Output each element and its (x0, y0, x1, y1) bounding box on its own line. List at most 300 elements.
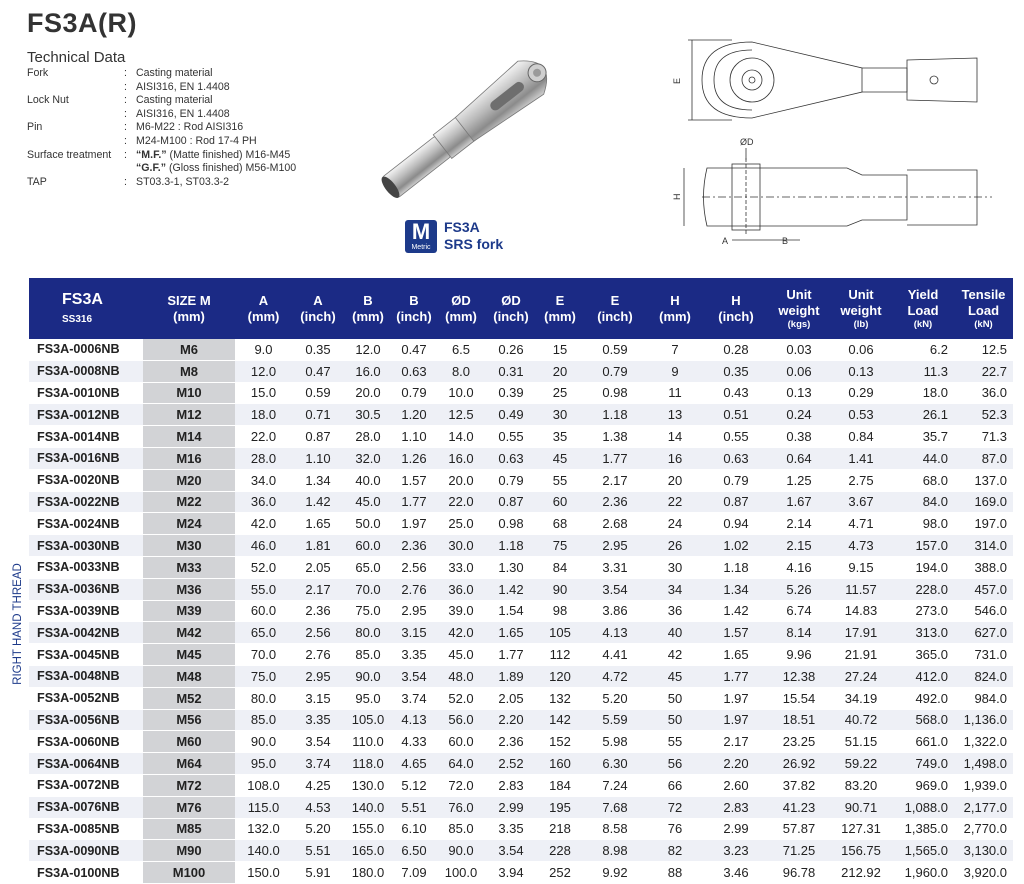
table-cell: 273.0 (892, 600, 954, 622)
table-cell: 34.0 (235, 469, 292, 491)
column-header-title: ØD (501, 292, 521, 308)
table-cell: 3.54 (292, 731, 344, 753)
table-cell: 34 (646, 578, 704, 600)
column-header-unit: (kN) (913, 318, 933, 330)
table-cell: 0.28 (704, 339, 768, 360)
column-header-unit: (inch) (718, 308, 754, 324)
technical-data-text: M6-M22 : Rod AISI316 (136, 121, 244, 134)
table-cell: 5.20 (292, 818, 344, 840)
table-cell: 2,177.0 (954, 796, 1013, 818)
table-cell: 16.0 (436, 447, 486, 469)
column-header (536, 278, 584, 339)
table-cell: 194.0 (892, 556, 954, 578)
table-cell: 7 (646, 339, 704, 360)
table-row (29, 622, 1013, 644)
table-cell: 457.0 (954, 578, 1013, 600)
table-cell: 5.12 (392, 774, 436, 796)
table-cell: 1.77 (392, 491, 436, 513)
table-cell: 8.14 (768, 622, 830, 644)
part-number-cell: FS3A-0056NB (29, 709, 143, 731)
table-cell: 1.77 (584, 447, 646, 469)
size-cell: M56 (143, 709, 235, 731)
technical-data-label: Fork (27, 67, 49, 79)
table-cell: 137.0 (954, 469, 1013, 491)
table-body (29, 339, 1013, 883)
table-cell: 0.87 (486, 491, 536, 513)
table-cell: 26.92 (768, 753, 830, 775)
size-cell: M76 (143, 796, 235, 818)
technical-data-colon: : (124, 148, 127, 161)
table-cell: 3.15 (392, 622, 436, 644)
table-cell: 80.0 (344, 622, 392, 644)
table-cell: 824.0 (954, 665, 1013, 687)
table-cell: 0.47 (292, 360, 344, 382)
table-cell: 76.0 (436, 796, 486, 818)
technical-data-label: Pin (27, 121, 43, 134)
technical-data-row (27, 67, 296, 81)
table-cell: 0.79 (486, 469, 536, 491)
part-number-cell: FS3A-0090NB (29, 840, 143, 862)
column-header-title: Unit weight (840, 286, 882, 318)
table-cell: 85.0 (235, 709, 292, 731)
table-row (29, 404, 1013, 426)
table-cell: 33.0 (436, 556, 486, 578)
table-cell: 1,960.0 (892, 862, 954, 884)
table-cell: 180.0 (344, 862, 392, 884)
table-cell: 3.46 (704, 862, 768, 884)
table-cell: 64.0 (436, 753, 486, 775)
technical-data-text: M24-M100 : Rod 17-4 PH (136, 134, 257, 147)
table-cell: 0.31 (486, 360, 536, 382)
table-row (29, 665, 1013, 687)
table-cell: 12.38 (768, 665, 830, 687)
table-cell: 36.0 (235, 491, 292, 513)
table-cell: 1.10 (392, 426, 436, 448)
table-cell: 28.0 (344, 426, 392, 448)
table-cell: 98 (536, 600, 584, 622)
table-cell: 0.98 (486, 513, 536, 535)
column-header-title: E (555, 292, 565, 308)
table-cell: 4.73 (830, 535, 892, 557)
table-row (29, 600, 1013, 622)
table-cell: 1.57 (392, 469, 436, 491)
column-header-title: H (670, 292, 680, 308)
table-cell: 25.0 (436, 513, 486, 535)
table-cell: 6.2 (892, 339, 954, 360)
table-cell: 36.0 (954, 382, 1013, 404)
table-cell: 71.3 (954, 426, 1013, 448)
technical-data-value (136, 67, 213, 81)
specification-table (29, 278, 1013, 884)
table-cell: 3.74 (392, 687, 436, 709)
part-number-cell: FS3A-0042NB (29, 622, 143, 644)
finish-code: “M.F.” (136, 148, 167, 161)
table-cell: 112 (536, 644, 584, 666)
technical-data-row (27, 94, 296, 108)
table-cell: 72.0 (436, 774, 486, 796)
table-cell: 3.35 (392, 644, 436, 666)
table-cell: 4.53 (292, 796, 344, 818)
table-cell: 18.0 (235, 404, 292, 426)
table-cell: 22.7 (954, 360, 1013, 382)
table-cell: 127.31 (830, 818, 892, 840)
table-cell: 1.34 (292, 469, 344, 491)
table-cell: 75 (536, 535, 584, 557)
drawing-label-h: H (672, 193, 682, 200)
table-cell: 82 (646, 840, 704, 862)
table-cell: 14.0 (436, 426, 486, 448)
table-cell: 60.0 (436, 731, 486, 753)
table-cell: 90.0 (235, 731, 292, 753)
table-cell: 2.05 (486, 687, 536, 709)
table-cell: 184 (536, 774, 584, 796)
table-cell: 8.98 (584, 840, 646, 862)
size-cell: M72 (143, 774, 235, 796)
table-cell: 9.96 (768, 644, 830, 666)
table-cell: 28.0 (235, 447, 292, 469)
technical-data-row (27, 108, 296, 122)
table-cell: 2.99 (486, 796, 536, 818)
size-cell: M60 (143, 731, 235, 753)
part-number-cell: FS3A-0033NB (29, 556, 143, 578)
technical-data-label (27, 135, 124, 149)
table-cell: 5.91 (292, 862, 344, 884)
table-cell: 6.30 (584, 753, 646, 775)
table-cell: 15 (536, 339, 584, 360)
table-cell: 0.63 (704, 447, 768, 469)
size-cell: M6 (143, 339, 235, 360)
table-row (29, 469, 1013, 491)
table-cell: 36.0 (436, 578, 486, 600)
table-cell: 30.0 (436, 535, 486, 557)
table-cell: 45 (536, 447, 584, 469)
technical-data-label (27, 162, 124, 176)
table-cell: 0.79 (584, 360, 646, 382)
table-cell: 51.15 (830, 731, 892, 753)
table-cell: 4.16 (768, 556, 830, 578)
column-header (584, 278, 646, 339)
table-cell: 20.0 (344, 382, 392, 404)
column-header (954, 278, 1013, 339)
table-cell: 9.92 (584, 862, 646, 884)
table-cell: 90.0 (344, 665, 392, 687)
technical-data-colon: : (124, 175, 127, 188)
table-cell: 969.0 (892, 774, 954, 796)
technical-data-colon (124, 162, 136, 176)
table-row (29, 644, 1013, 666)
table-cell: 88 (646, 862, 704, 884)
table-cell: 4.65 (392, 753, 436, 775)
table-cell: 12.0 (344, 339, 392, 360)
column-header-unit: SS316 (62, 313, 93, 325)
table-cell: 2.52 (486, 753, 536, 775)
table-cell: 388.0 (954, 556, 1013, 578)
table-cell: 95.0 (344, 687, 392, 709)
column-header-unit: (kgs) (787, 318, 811, 330)
table-cell: 11 (646, 382, 704, 404)
column-header-title: Yield Load (907, 286, 939, 318)
column-header-title: SIZE M (167, 292, 211, 308)
table-cell: 0.13 (768, 382, 830, 404)
table-cell: 1.26 (392, 447, 436, 469)
table-cell: 1.42 (704, 600, 768, 622)
table-cell: 100.0 (436, 862, 486, 884)
column-header (830, 278, 892, 339)
technical-data-heading: Technical Data (27, 49, 126, 66)
part-number-cell: FS3A-0052NB (29, 687, 143, 709)
table-cell: 35 (536, 426, 584, 448)
table-cell: 71.25 (768, 840, 830, 862)
table-cell: 169.0 (954, 491, 1013, 513)
table-cell: 118.0 (344, 753, 392, 775)
table-cell: 0.43 (704, 382, 768, 404)
table-row (29, 818, 1013, 840)
table-cell: 160 (536, 753, 584, 775)
table-cell: 3,920.0 (954, 862, 1013, 884)
size-cell: M39 (143, 600, 235, 622)
size-cell: M12 (143, 404, 235, 426)
table-cell: 18.0 (892, 382, 954, 404)
table-cell: 84 (536, 556, 584, 578)
table-cell: 30 (646, 556, 704, 578)
table-cell: 314.0 (954, 535, 1013, 557)
table-cell: 52.0 (235, 556, 292, 578)
table-cell: 1.65 (486, 622, 536, 644)
table-cell: 37.82 (768, 774, 830, 796)
table-cell: 44.0 (892, 447, 954, 469)
table-cell: 26 (646, 535, 704, 557)
table-cell: 98.0 (892, 513, 954, 535)
table-cell: 228.0 (892, 578, 954, 600)
table-cell: 2.36 (584, 491, 646, 513)
table-cell: 1.18 (486, 535, 536, 557)
table-cell: 0.03 (768, 339, 830, 360)
table-cell: 0.84 (830, 426, 892, 448)
table-cell: 68 (536, 513, 584, 535)
table-cell: 4.13 (392, 709, 436, 731)
table-cell: 0.06 (830, 339, 892, 360)
column-header-unit: (mm) (659, 308, 691, 324)
product-photo (355, 30, 595, 200)
table-cell: 1.34 (704, 578, 768, 600)
table-cell: 0.49 (486, 404, 536, 426)
table-cell: 130.0 (344, 774, 392, 796)
table-cell: 72 (646, 796, 704, 818)
column-header (486, 278, 536, 339)
table-cell: 5.51 (392, 796, 436, 818)
technical-data-value (136, 81, 230, 95)
table-cell: 0.53 (830, 404, 892, 426)
table-cell: 0.55 (486, 426, 536, 448)
table-cell: 6.74 (768, 600, 830, 622)
table-cell: 68.0 (892, 469, 954, 491)
size-cell: M22 (143, 491, 235, 513)
technical-data-row (27, 135, 296, 149)
table-cell: 4.41 (584, 644, 646, 666)
table-cell: 105.0 (344, 709, 392, 731)
table-row (29, 491, 1013, 513)
technical-data-list (27, 67, 296, 189)
table-cell: 984.0 (954, 687, 1013, 709)
table-row (29, 426, 1013, 448)
table-cell: 75.0 (235, 665, 292, 687)
table-cell: 1,498.0 (954, 753, 1013, 775)
column-header-title: E (610, 292, 620, 308)
table-cell: 8.0 (436, 360, 486, 382)
table-cell: 96.78 (768, 862, 830, 884)
table-cell: 1.57 (704, 622, 768, 644)
table-cell: 4.71 (830, 513, 892, 535)
table-cell: 0.06 (768, 360, 830, 382)
size-cell: M64 (143, 753, 235, 775)
column-header (436, 278, 486, 339)
table-cell: 70.0 (344, 578, 392, 600)
size-cell: M100 (143, 862, 235, 884)
table-cell: 1.97 (704, 687, 768, 709)
table-cell: 40.72 (830, 709, 892, 731)
table-cell: 3.74 (292, 753, 344, 775)
table-cell: 84.0 (892, 491, 954, 513)
table-cell: 110.0 (344, 731, 392, 753)
column-header-unit: (inch) (300, 308, 336, 324)
table-cell: 12.5 (954, 339, 1013, 360)
table-cell: 85.0 (344, 644, 392, 666)
size-cell: M16 (143, 447, 235, 469)
part-number-cell: FS3A-0010NB (29, 382, 143, 404)
size-cell: M90 (143, 840, 235, 862)
table-row (29, 535, 1013, 557)
table-cell: 0.51 (704, 404, 768, 426)
table-cell: 0.47 (392, 339, 436, 360)
table-cell: 1.77 (486, 644, 536, 666)
column-header-title: A (258, 292, 269, 308)
table-cell: 45.0 (344, 491, 392, 513)
table-cell: 2.99 (704, 818, 768, 840)
table-row (29, 753, 1013, 775)
table-row (29, 382, 1013, 404)
table-cell: 21.91 (830, 644, 892, 666)
table-cell: 195 (536, 796, 584, 818)
technical-data-label: Surface treatment (27, 148, 112, 161)
part-number-cell: FS3A-0076NB (29, 796, 143, 818)
finish-code: “G.F.” (136, 162, 167, 175)
column-header (235, 278, 292, 339)
table-cell: 1.30 (486, 556, 536, 578)
table-cell: 16.0 (344, 360, 392, 382)
table-cell: 7.09 (392, 862, 436, 884)
table-cell: 60 (536, 491, 584, 513)
part-number-cell: FS3A-0014NB (29, 426, 143, 448)
table-row (29, 840, 1013, 862)
table-cell: 0.79 (392, 382, 436, 404)
size-cell: M24 (143, 513, 235, 535)
table-cell: 1,565.0 (892, 840, 954, 862)
size-cell: M48 (143, 665, 235, 687)
table-cell: 32.0 (344, 447, 392, 469)
table-cell: 40.0 (344, 469, 392, 491)
part-number-cell: FS3A-0022NB (29, 491, 143, 513)
table-cell: 15.54 (768, 687, 830, 709)
table-cell: 6.50 (392, 840, 436, 862)
size-cell: M36 (143, 578, 235, 600)
table-cell: 4.33 (392, 731, 436, 753)
product-name (444, 219, 503, 253)
table-cell: 313.0 (892, 622, 954, 644)
table-cell: 1,322.0 (954, 731, 1013, 753)
table-cell: 9.0 (235, 339, 292, 360)
drawing-label-a: A (722, 236, 729, 246)
table-cell: 2.17 (292, 578, 344, 600)
column-header-title: B (409, 292, 419, 308)
table-cell: 2.20 (704, 753, 768, 775)
table-cell: 65.0 (344, 556, 392, 578)
table-cell: 23.25 (768, 731, 830, 753)
table-row (29, 556, 1013, 578)
table-cell: 749.0 (892, 753, 954, 775)
table-cell: 2.36 (292, 600, 344, 622)
technical-data-text: (Matte finished) M16-M45 (166, 148, 291, 161)
technical-data-label: TAP (27, 175, 47, 188)
table-cell: 2.56 (292, 622, 344, 644)
part-number-cell: FS3A-0024NB (29, 513, 143, 535)
size-cell: M30 (143, 535, 235, 557)
table-cell: 2.95 (584, 535, 646, 557)
technical-data-colon: : (124, 134, 127, 147)
table-cell: 0.87 (704, 491, 768, 513)
column-header (292, 278, 344, 339)
column-header-unit: (mm) (247, 308, 280, 324)
table-cell: 2.83 (704, 796, 768, 818)
table-cell: 48.0 (436, 665, 486, 687)
table-cell: 7.68 (584, 796, 646, 818)
table-cell: 56.0 (436, 709, 486, 731)
table-cell: 42.0 (436, 622, 486, 644)
table-cell: 50.0 (344, 513, 392, 535)
table-cell: 1,939.0 (954, 774, 1013, 796)
table-cell: 212.92 (830, 862, 892, 884)
technical-data-value (136, 121, 243, 135)
table-cell: 0.24 (768, 404, 830, 426)
table-cell: 83.20 (830, 774, 892, 796)
technical-drawing (672, 30, 1002, 250)
table-cell: 105 (536, 622, 584, 644)
table-cell: 142 (536, 709, 584, 731)
table-cell: 1.10 (292, 447, 344, 469)
column-header (143, 278, 235, 339)
table-cell: 1.18 (704, 556, 768, 578)
table-cell: 41.23 (768, 796, 830, 818)
table-cell: 2.36 (392, 535, 436, 557)
part-number-cell: FS3A-0072NB (29, 774, 143, 796)
column-header (704, 278, 768, 339)
column-header-unit: (mm) (445, 308, 477, 324)
column-header (344, 278, 392, 339)
table-cell: 132.0 (235, 818, 292, 840)
technical-data-colon: : (124, 94, 127, 107)
table-cell: 0.35 (704, 360, 768, 382)
table-cell: 14.83 (830, 600, 892, 622)
table-cell: 1.41 (830, 447, 892, 469)
table-cell: 2.68 (584, 513, 646, 535)
table-cell: 55.0 (235, 578, 292, 600)
technical-data-value (136, 94, 213, 108)
table-cell: 20 (536, 360, 584, 382)
table-cell: 20 (646, 469, 704, 491)
table-cell: 0.59 (584, 339, 646, 360)
technical-data-value (136, 149, 290, 163)
table-cell: 24 (646, 513, 704, 535)
size-cell: M42 (143, 622, 235, 644)
